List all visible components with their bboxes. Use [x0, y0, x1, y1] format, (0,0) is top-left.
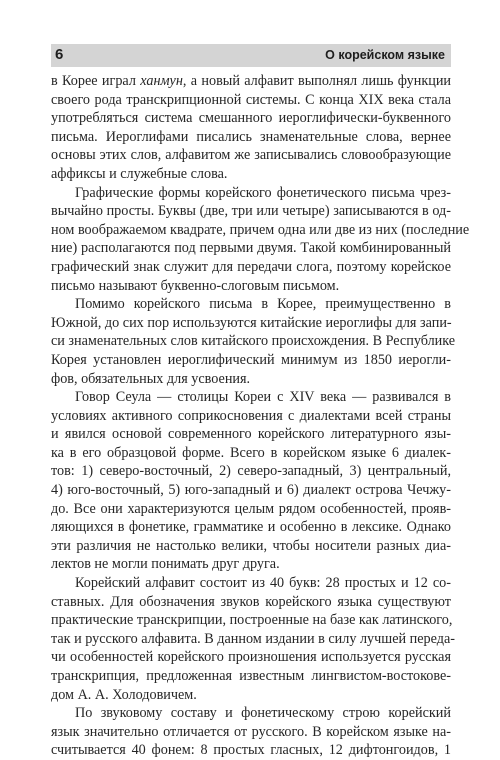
text-line: письма. Иероглифами писались знаменательные слова, вернее [51, 128, 451, 145]
text-line: до. Все они характеризуются целым рядом особенностей, прояв- [51, 500, 451, 517]
text-line: дом А. А. Холодовичем. [51, 686, 197, 703]
paragraph-5 [51, 574, 455, 704]
text-line: лектов не могли понимать друг друга. [51, 556, 280, 573]
text-line: графический знак служит для передачи слога, поэтому корейское [51, 258, 451, 275]
text-line: По звуковому составу и фонетическому строю корейский [75, 705, 451, 722]
text-line: аффиксы и служебные слова. [51, 165, 228, 182]
text-line: 4) юго-восточный, 5) юго-западный и 6) диалект острова Чечжу- [51, 482, 451, 499]
text-line: основы этих слов, алфавитом же записывались словообразующие [51, 147, 451, 164]
paragraph-2 [51, 184, 470, 296]
page-body [51, 72, 470, 760]
text-line: Графические формы корейского фонетического письма чрез- [75, 184, 451, 201]
paragraph-6 [51, 704, 451, 760]
book-page [51, 44, 470, 760]
text-line: чи особенностей корейского произношения используется русская [51, 649, 451, 666]
text-line: Корея установлен иероглифический минимум из 1850 иерогли- [51, 351, 451, 368]
text-line: Южной, до сих пор используются китайские иероглифы для запи- [51, 314, 452, 331]
text-line: употребляться система смешанного иероглифически-буквенного [51, 110, 451, 127]
paragraph-3 [51, 295, 456, 388]
text-line: Помимо корейского письма в Корее, преимущественно в [75, 296, 451, 313]
text-line: вычайно просты. Буквы (две, три или четыре) записываются в од- [51, 203, 451, 220]
text-line: практические транскрипции, построенные на базе как латинского, [51, 612, 453, 629]
text-line: Корейский алфавит состоит из 40 букв: 28 простых и 12 со- [75, 575, 451, 592]
text-line: письмо называют буквенно-слоговым письмом. [51, 277, 340, 294]
text-run: в Корее играл [51, 73, 141, 89]
text-line: Говор Сеула — столицы Кореи с XIV века — развивался в [75, 389, 451, 406]
page-number: 6 [55, 46, 64, 63]
emphasized-word: ханмун [140, 73, 183, 89]
text-line: считывается 40 фонем: 8 простых гласных, 12 дифтонгоидов, 1 [51, 742, 451, 759]
text-line: язык значительно отличается от русского. В корейском языке на- [51, 723, 451, 740]
text-line: транскрипция, предложенная известным лингвистом-востокове- [51, 668, 451, 684]
text-line: си знаменательных слов китайского происхождения. В Республике [51, 333, 456, 350]
text-line: своего рода транскрипционной системы. С конца XIX века стала [51, 91, 451, 108]
text-line [51, 72, 451, 91]
running-title: О корейском языке [325, 48, 445, 62]
text-line: фов, обязательных для усвоения. [51, 370, 251, 387]
paragraph-4 [51, 388, 451, 574]
text-line: ставных. Для обозначения звуков корейского языка существуют [51, 593, 451, 610]
paragraph-1 [51, 72, 451, 184]
text-run: , а новый алфавит выполнял лишь функции [182, 73, 451, 89]
text-line: ка в его образцовой форме. Всего в корейском языке 6 диалек- [51, 444, 451, 461]
text-line: так и русского алфавита. В данном издании в силу лучшей переда- [51, 630, 455, 647]
text-line: тов: 1) северо-восточный, 2) северо-западный, 3) центральный, [51, 463, 451, 480]
text-line: ляющихся в фонетике, грамматике и особенно в лексике. Однако [51, 519, 451, 536]
text-line: условиях активного соприкосновения с диалектами всей страны [51, 407, 451, 424]
text-line: и явился основой современного корейского литературного язы- [51, 426, 451, 443]
text-line: эти различия не настолько велики, чтобы носители разных диа- [51, 537, 451, 554]
page-header [51, 44, 451, 67]
text-line: ном воображаемом квадрате, причем одна или две из них (последние [51, 221, 470, 238]
text-line: ние) располагаются под первыми двумя. Такой комбинированный [51, 240, 451, 257]
